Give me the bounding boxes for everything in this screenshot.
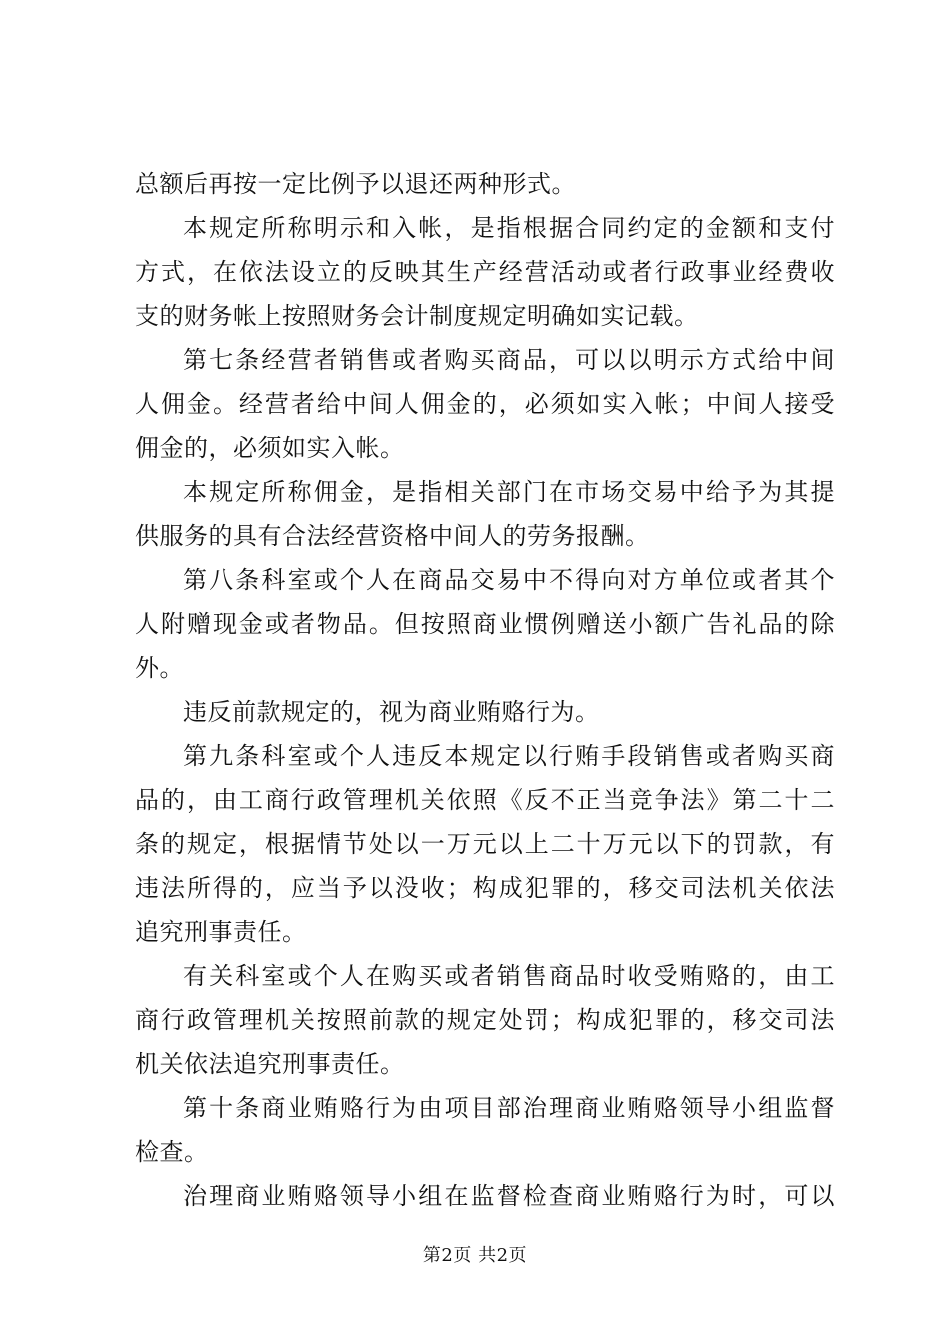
- text-line: 支的财务帐上按照财务会计制度规定明确如实记载。: [135, 302, 699, 330]
- text-line: 外。: [135, 654, 184, 682]
- text-line: 商行政管理机关按照前款的规定处罚；构成犯罪的，移交司法: [135, 1006, 835, 1034]
- text-line: 本规定所称佣金，是指相关部门在市场交易中给予为其提: [183, 478, 835, 506]
- text-line: 有关科室或个人在购买或者销售商品时收受贿赂的，由工: [183, 962, 835, 990]
- text-line: 条的规定，根据情节处以一万元以上二十万元以下的罚款，有: [135, 830, 835, 858]
- text-line: 第十条商业贿赂行为由项目部治理商业贿赂领导小组监督: [183, 1094, 835, 1122]
- text-line: 检查。: [135, 1138, 209, 1166]
- text-line: 治理商业贿赂领导小组在监督检查商业贿赂行为时，可以: [183, 1182, 835, 1210]
- text-line: 追究刑事责任。: [135, 918, 307, 946]
- text-line: 供服务的具有合法经营资格中间人的劳务报酬。: [135, 522, 650, 550]
- text-line: 违反前款规定的，视为商业贿赂行为。: [183, 698, 600, 726]
- text-line: 第八条科室或个人在商品交易中不得向对方单位或者其个: [183, 566, 835, 594]
- text-line: 人佣金。经营者给中间人佣金的，必须如实入帐；中间人接受: [135, 390, 835, 418]
- text-line: 机关依法追究刑事责任。: [135, 1050, 405, 1078]
- page-number: 第2页 共2页: [422, 1245, 528, 1266]
- text-line: 第九条科室或个人违反本规定以行贿手段销售或者购买商: [183, 742, 835, 770]
- text-line: 第七条经营者销售或者购买商品，可以以明示方式给中间: [183, 346, 835, 374]
- text-line: 本规定所称明示和入帐，是指根据合同约定的金额和支付: [183, 214, 835, 242]
- text-line: 方式，在依法设立的反映其生产经营活动或者行政事业经费收: [135, 258, 835, 286]
- text-line: 人附赠现金或者物品。但按照商业惯例赠送小额广告礼品的除: [135, 610, 835, 638]
- text-line: 佣金的，必须如实入帐。: [135, 434, 405, 462]
- text-line: 总额后再按一定比例予以退还两种形式。: [135, 170, 576, 198]
- text-line: 品的，由工商行政管理机关依照《反不正当竞争法》第二十二: [135, 786, 835, 814]
- text-line: 违法所得的，应当予以没收；构成犯罪的，移交司法机关依法: [135, 874, 835, 902]
